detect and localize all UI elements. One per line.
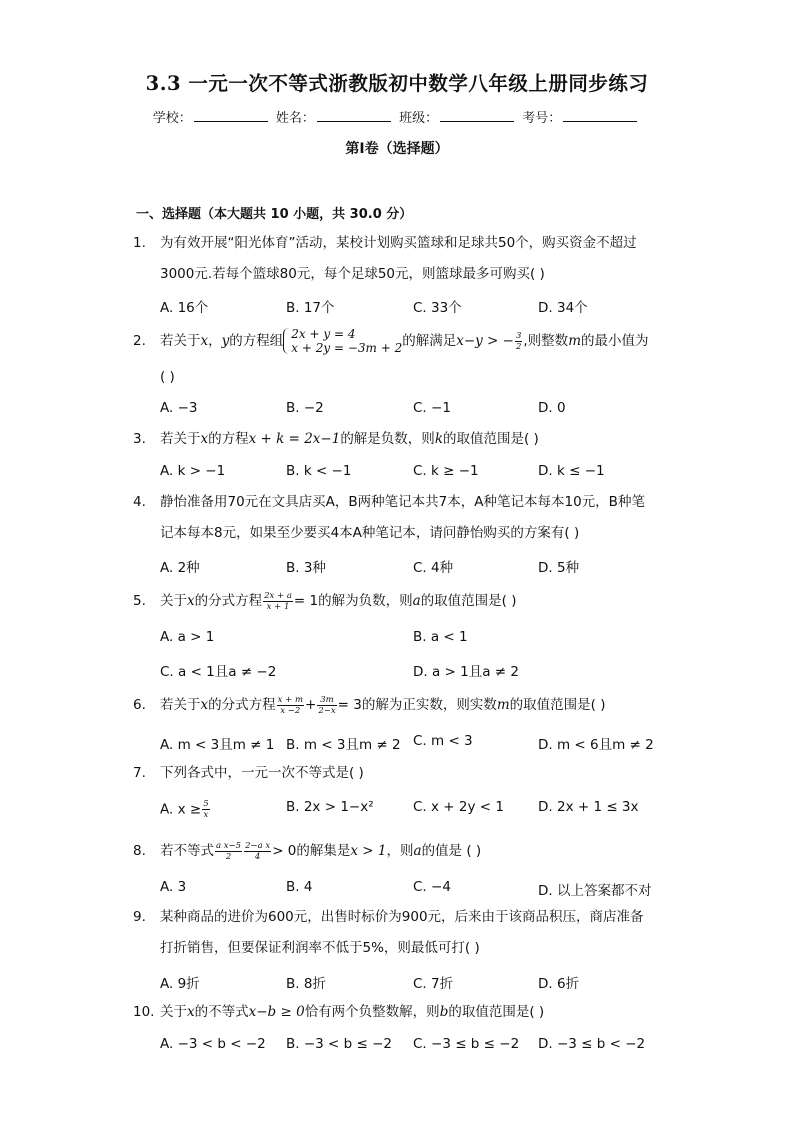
- fraction: $\frac{x + m}{x -2}$: [277, 694, 304, 716]
- option-a[interactable]: A. −3: [160, 400, 198, 416]
- option-d[interactable]: D. 34个: [538, 300, 588, 316]
- option-d[interactable]: D. 2x + 1 ≤ 3x: [538, 799, 639, 815]
- option-c[interactable]: C. m < 3: [413, 733, 473, 749]
- question-text: [160, 487, 663, 548]
- question-7: [133, 758, 663, 789]
- page-title: 3.3 一元一次不等式浙教版初中数学八年级上册同步练习: [145, 72, 649, 95]
- option-d[interactable]: D. a > 1且a ≠ 2: [413, 664, 519, 680]
- question-number: 1.: [133, 235, 146, 251]
- question-3: [133, 424, 663, 455]
- question-2: [133, 326, 663, 357]
- volume-heading: 第Ⅰ卷（选择题）: [345, 141, 449, 157]
- fraction: $\frac{3}{2}$: [515, 330, 522, 352]
- question-number: 9.: [133, 909, 146, 925]
- option-a[interactable]: A. 3: [160, 879, 187, 895]
- option-b[interactable]: B. −3 < b ≤ −2: [286, 1036, 393, 1052]
- section-heading: 一、选择题（本大题共 10 小题，共 30.0 分）: [136, 207, 413, 222]
- option-d[interactable]: D. 5种: [538, 560, 580, 576]
- option-a[interactable]: A. m < 3且m ≠ 1: [160, 737, 275, 753]
- student-info-line: [0, 107, 794, 126]
- option-c[interactable]: C. k ≥ −1: [413, 463, 479, 479]
- question-number: 4.: [133, 494, 146, 510]
- question-number: 2.: [133, 333, 146, 349]
- school-label: 学校：: [152, 111, 192, 126]
- option-b[interactable]: B. a < 1: [413, 629, 468, 645]
- option-a[interactable]: A. −3 < b < −2: [160, 1036, 266, 1052]
- question-text: 下列各式中，一元一次不等式是( ): [160, 765, 364, 781]
- question-number: 5.: [133, 593, 146, 609]
- number-label: 考号：: [522, 111, 562, 126]
- question-text: [160, 902, 663, 963]
- option-d[interactable]: D. 6折: [538, 976, 580, 992]
- option-a[interactable]: A. x ≥ $\frac{5}{x}$: [160, 799, 209, 820]
- question-text: [160, 326, 663, 357]
- option-c[interactable]: C. 33个: [413, 300, 462, 316]
- question-text: 关于x的不等式x−b ≥ 0恰有两个负整数解，则b的取值范围是( ): [160, 1004, 545, 1020]
- name-label: 姓名：: [275, 111, 315, 126]
- option-d[interactable]: D. k ≤ −1: [538, 463, 605, 479]
- option-a[interactable]: A. k > −1: [160, 463, 226, 479]
- fraction: $\frac{5}{x}$: [203, 799, 209, 820]
- question-line: 打折销售，但要保证利润率不低于5%，则最低可打( ): [160, 939, 480, 956]
- question-text: 关于x的分式方程 $\frac{2x + a}{x + 1}$ = 1的解为负数，则a的取值范围是( ): [160, 590, 517, 612]
- number-blank[interactable]: [563, 109, 637, 122]
- question-line: 为有效开展“阳光体育”活动，某校计划购买篮球和足球共50个，购买资金不超过: [160, 235, 637, 251]
- option-d[interactable]: D. 0: [538, 400, 566, 416]
- option-a[interactable]: A. 2种: [160, 560, 200, 576]
- question-number: 10.: [133, 1004, 155, 1020]
- option-c[interactable]: C. −1: [413, 400, 451, 416]
- question-line: ( ): [160, 369, 175, 385]
- equation-system: 2x + y = 4 x + 2y = −3m + 2: [283, 327, 402, 355]
- question-10: [133, 997, 663, 1028]
- question-text: 若关于x的方程x + k = 2x−1的解是负数，则k的取值范围是( ): [160, 431, 539, 447]
- option-a[interactable]: A. 9折: [160, 976, 200, 992]
- question-9: [133, 902, 663, 963]
- option-d[interactable]: D. 以上答案都不对: [538, 883, 652, 899]
- option-c[interactable]: C. x + 2y < 1: [413, 799, 504, 815]
- option-a[interactable]: A. 16个: [160, 300, 209, 316]
- option-c[interactable]: C. −3 ≤ b ≤ −2: [413, 1036, 520, 1052]
- question-line: 3000元.若每个篮球80元，每个足球50元，则篮球最多可购买( ): [160, 265, 545, 282]
- school-blank[interactable]: [194, 109, 268, 122]
- question-line: 记本每本8元，如果至少要买4本A种笔记本，请问静怡购买的方案有( ): [160, 524, 580, 541]
- name-blank[interactable]: [317, 109, 391, 122]
- option-b[interactable]: B. k < −1: [286, 463, 352, 479]
- question-number: 7.: [133, 765, 146, 781]
- question-text: 若关于x的分式方程 $\frac{x + m}{x -2}$ + $\frac{3m}{2-x}$ = 3的解为正实数，则实数m的取值范围是( ): [160, 694, 606, 716]
- option-a[interactable]: A. a > 1: [160, 629, 215, 645]
- question-5: [133, 586, 663, 617]
- question-number: 6.: [133, 697, 146, 713]
- question-2-continued: [133, 362, 663, 393]
- option-c[interactable]: C. 7折: [413, 976, 454, 992]
- question-line: 静怡准备用70元在文具店买A，B两种笔记本共7本，A种笔记本每本10元，B种笔: [160, 494, 645, 510]
- question-number: 3.: [133, 431, 146, 447]
- question-number: 8.: [133, 843, 146, 859]
- option-b[interactable]: B. m < 3且m ≠ 2: [286, 737, 401, 753]
- option-c[interactable]: C. 4种: [413, 560, 454, 576]
- option-c[interactable]: C. −4: [413, 879, 451, 895]
- fraction: $\frac{3m}{2-x}$: [318, 694, 336, 716]
- option-c[interactable]: C. a < 1且a ≠ −2: [160, 664, 277, 680]
- question-1: [133, 228, 663, 289]
- option-d[interactable]: D. m < 6且m ≠ 2: [538, 737, 654, 753]
- fraction: $\frac{\text{a x−5}}{2}$: [216, 840, 242, 862]
- question-text: [160, 228, 663, 289]
- option-b[interactable]: B. 17个: [286, 300, 335, 316]
- question-4: [133, 487, 663, 548]
- fraction: $\frac{2x + a}{x + 1}$: [264, 590, 292, 612]
- class-label: 班级：: [399, 111, 439, 126]
- option-b[interactable]: B. 3种: [286, 560, 326, 576]
- class-blank[interactable]: [440, 109, 514, 122]
- option-d[interactable]: D. −3 ≤ b < −2: [538, 1036, 646, 1052]
- option-b[interactable]: B. −2: [286, 400, 324, 416]
- option-b[interactable]: B. 4: [286, 879, 313, 895]
- question-line: 若关于x，y的方程组 2x + y = 4 x + 2y = −3m + 2 的解满足x−y > − $\frac{3}{2}$ ,则整数m的最小值为: [160, 327, 649, 355]
- question-text: 若不等式 $\frac{\text{a x−5}}{2}$ $\frac{\text{2−a x}}{4}$ > 0的解集是x > 1，则a的值是 ( ): [160, 840, 482, 862]
- question-line: 某种商品的进价为600元，出售时标价为900元，后来由于该商品积压，商店准备: [160, 909, 644, 925]
- option-b[interactable]: B. 2x > 1−x²: [286, 799, 374, 815]
- fraction: $\frac{\text{2−a x}}{4}$: [245, 840, 271, 862]
- option-b[interactable]: B. 8折: [286, 976, 326, 992]
- question-8: [133, 836, 663, 867]
- question-6: [133, 690, 663, 721]
